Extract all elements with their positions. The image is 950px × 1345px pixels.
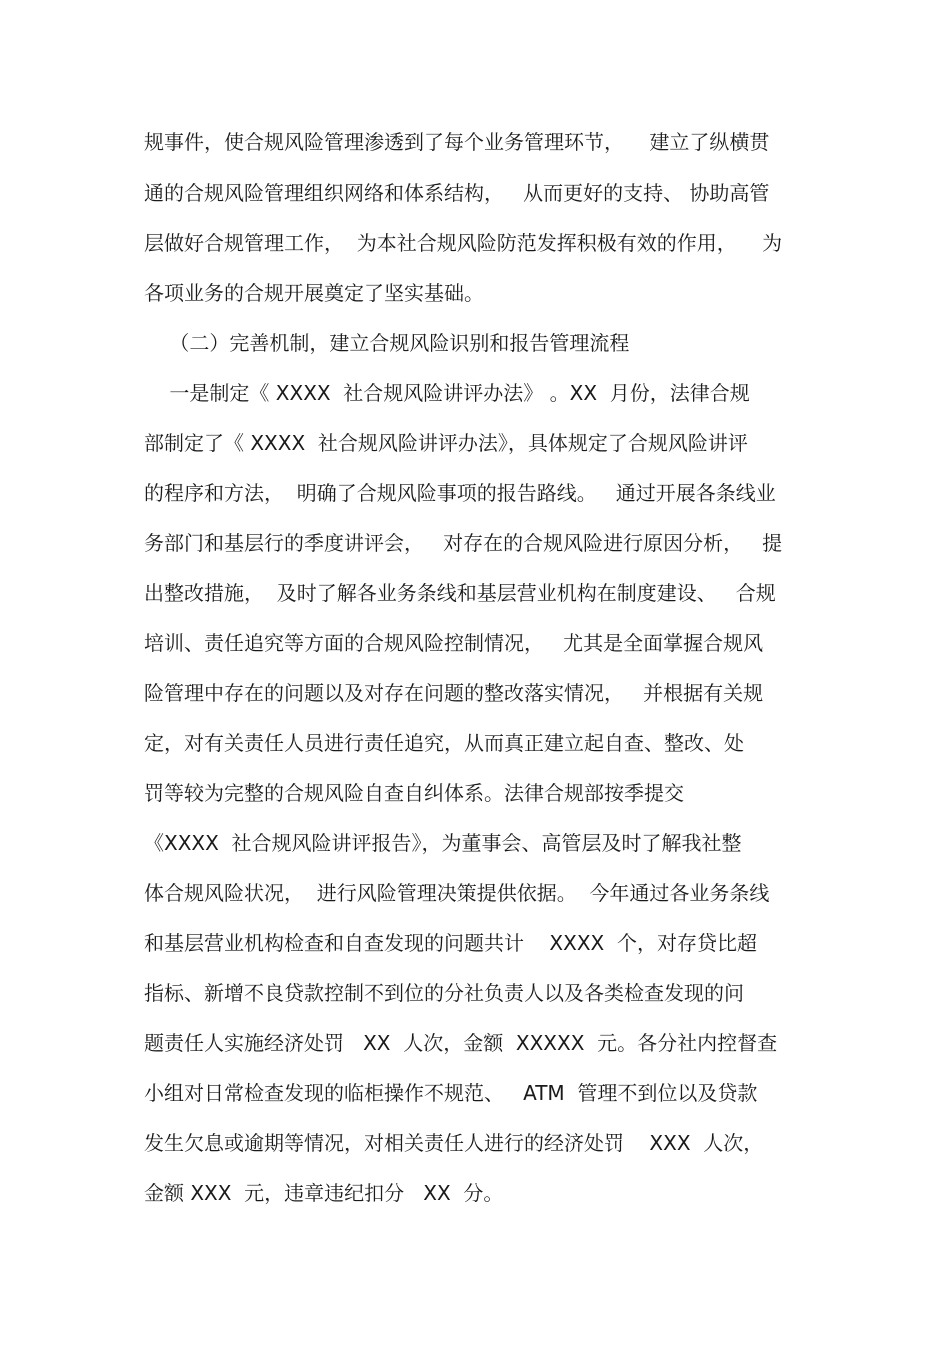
- text-line-17: 和基层营业机构检查和自查发现的问题共计 XXXX 个，对存贷比超: [144, 931, 757, 955]
- text-line-15: 《XXXX 社合规风险讲评报告》，为董事会、高管层及时了解我社整: [144, 831, 742, 855]
- text-line-18: 指标、新增不良贷款控制不到位的分社负责人以及各类检查发现的问: [144, 981, 744, 1005]
- text-line-1: 规事件，使合规风险管理渗透到了每个业务管理环节， 建立了纵横贯: [144, 130, 770, 154]
- text-line-19: 题责任人实施经济处罚 XX 人次，金额 XXXXX 元。各分社内控督查: [144, 1031, 778, 1055]
- text-line-12: 险管理中存在的问题以及对存在问题的整改落实情况， 并根据有关规: [144, 681, 764, 705]
- text-line-22: 金额 XXX 元，违章违纪扣分 XX 分。: [144, 1181, 504, 1205]
- text-line-16: 体合规风险状况， 进行风险管理决策提供依据。 今年通过各业务条线: [144, 881, 770, 905]
- text-line-9: 务部门和基层行的季度讲评会， 对存在的合规风险进行原因分析， 提: [144, 531, 783, 555]
- text-line-14: 罚等较为完整的合规风险自查自纠体系。法律合规部按季提交: [144, 781, 684, 805]
- text-line-13: 定，对有关责任人员进行责任追究，从而真正建立起自查、整改、处: [144, 731, 744, 755]
- section-heading: （二）完善机制，建立合规风险识别和报告管理流程: [144, 331, 630, 355]
- text-line-10: 出整改措施， 及时了解各业务条线和基层营业机构在制度建设、 合规: [144, 581, 776, 605]
- text-line-11: 培训、责任追究等方面的合规风险控制情况， 尤其是全面掌握合规风: [144, 631, 764, 655]
- text-line-6: 一是制定《 XXXX 社合规风险讲评办法》 。XX 月份，法律合规: [144, 381, 750, 405]
- text-line-8: 的程序和方法， 明确了合规风险事项的报告路线。 通过开展各条线业: [144, 481, 776, 505]
- text-line-2: 通的合规风险管理组织网络和体系结构， 从而更好的支持、 协助高管: [144, 181, 770, 205]
- text-line-20: 小组对日常检查发现的临柜操作不规范、 ATM 管理不到位以及贷款: [144, 1081, 758, 1105]
- text-line-7: 部制定了《 XXXX 社合规风险讲评办法》，具体规定了合规风险讲评: [144, 431, 748, 455]
- text-line-21: 发生欠息或逾期等情况，对相关责任人进行的经济处罚 XXX 人次，: [144, 1131, 764, 1155]
- text-line-3: 层做好合规管理工作， 为本社合规风险防范发挥积极有效的作用， 为: [144, 231, 783, 255]
- text-line-4: 各项业务的合规开展奠定了坚实基础。: [144, 281, 484, 305]
